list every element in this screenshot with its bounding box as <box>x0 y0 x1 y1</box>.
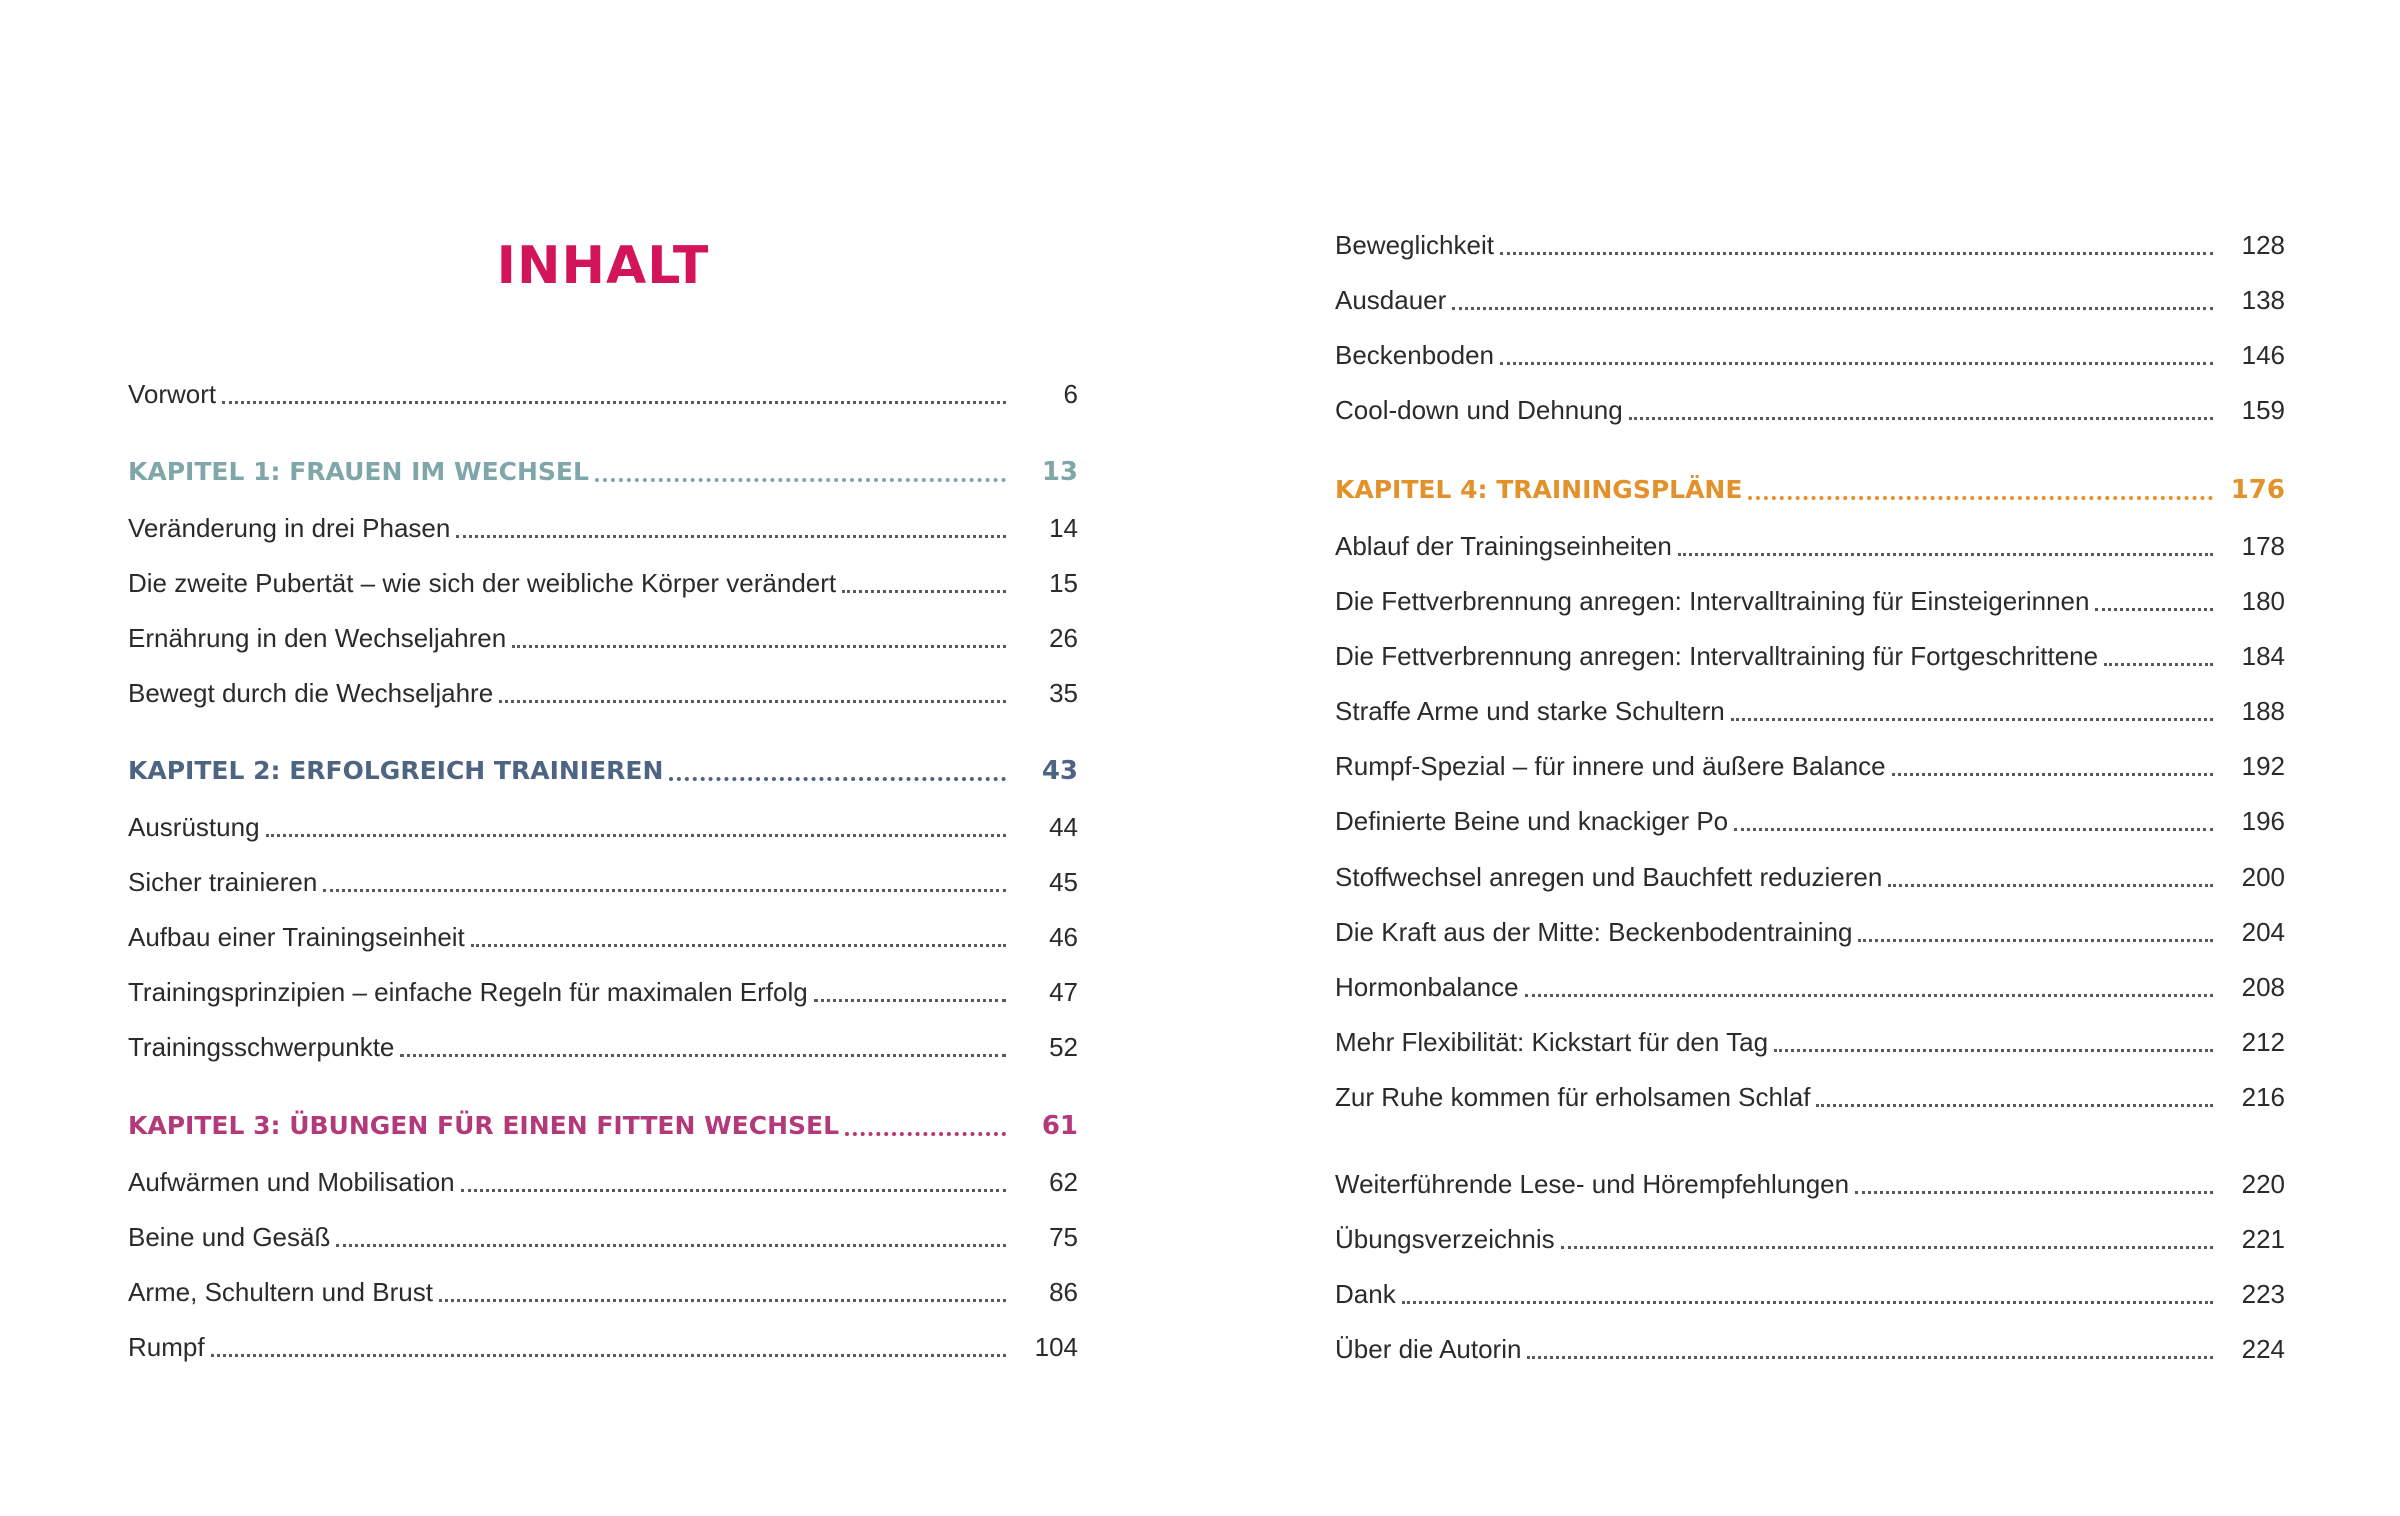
dot-leader <box>1527 1355 2213 1359</box>
toc-entry-title: Rumpf-Spezial – für innere und äußere Balance <box>1335 751 1886 781</box>
toc-entry[interactable] <box>1335 331 2285 371</box>
dot-leader <box>1858 938 2213 942</box>
dot-leader <box>456 534 1006 538</box>
toc-entry-title: Mehr Flexibilität: Kickstart für den Tag <box>1335 1027 1769 1057</box>
toc-page-number: 180 <box>2241 586 2285 616</box>
toc-entry[interactable] <box>128 370 1078 410</box>
toc-entry-title: Weiterführende Lese- und Hörempfehlungen <box>1335 1169 1850 1199</box>
toc-page-number: 35 <box>1049 678 1078 708</box>
toc-page-number: 52 <box>1049 1032 1078 1062</box>
toc-page-number: 221 <box>2241 1224 2285 1254</box>
toc-page-number: 200 <box>2241 862 2285 892</box>
dot-leader <box>471 943 1006 947</box>
dot-leader <box>845 1131 1006 1136</box>
toc-entry-title: Rumpf <box>128 1332 205 1362</box>
toc-chapter-heading[interactable] <box>1335 466 2285 506</box>
toc-entry[interactable] <box>1335 577 2285 617</box>
dot-leader <box>499 699 1006 703</box>
toc-page-number: 14 <box>1049 513 1078 543</box>
dot-leader <box>2104 662 2213 666</box>
dot-leader <box>211 1353 1006 1357</box>
dot-leader <box>1748 495 2213 500</box>
dot-leader <box>1561 1245 2213 1249</box>
toc-page-number: 208 <box>2241 972 2285 1002</box>
toc-entry[interactable] <box>1335 742 2285 782</box>
toc-entry-title: Aufwärmen und Mobilisation <box>128 1167 455 1197</box>
toc-entry-title: Trainingsschwerpunkte <box>128 1032 395 1062</box>
dot-leader <box>1816 1103 2213 1107</box>
toc-entry-title: Die zweite Pubertät – wie sich der weibliche Körper verändert <box>128 568 837 598</box>
page-title: INHALT <box>496 236 710 296</box>
dot-leader <box>1774 1048 2213 1052</box>
toc-entry[interactable] <box>1335 632 2285 672</box>
toc-page-number: 46 <box>1049 922 1078 952</box>
toc-entry[interactable] <box>128 858 1078 898</box>
dot-leader <box>461 1188 1006 1192</box>
toc-page-number: 128 <box>2241 230 2285 260</box>
toc-chapter-heading[interactable] <box>128 747 1078 787</box>
dot-leader <box>814 998 1006 1002</box>
toc-entry[interactable] <box>1335 522 2285 562</box>
toc-entry[interactable] <box>1335 797 2285 837</box>
toc-entry[interactable] <box>128 504 1078 544</box>
dot-leader <box>512 644 1006 648</box>
toc-entry-title: KAPITEL 2: ERFOLGREICH TRAINIEREN <box>128 756 664 785</box>
dot-leader <box>1855 1190 2213 1194</box>
toc-page-number: 138 <box>2241 285 2285 315</box>
toc-page-number: 47 <box>1049 977 1078 1007</box>
toc-page-number: 178 <box>2241 531 2285 561</box>
dot-leader <box>2095 607 2213 611</box>
dot-leader <box>1892 772 2213 776</box>
toc-page-number: 86 <box>1049 1277 1078 1307</box>
toc-entry-title: Zur Ruhe kommen für erholsamen Schlaf <box>1335 1082 1811 1112</box>
toc-entry[interactable] <box>128 803 1078 843</box>
toc-entry[interactable] <box>128 1323 1078 1363</box>
toc-chapter-heading[interactable] <box>128 448 1078 488</box>
dot-leader <box>1452 306 2213 310</box>
toc-entry[interactable] <box>1335 276 2285 316</box>
toc-page-number: 159 <box>2241 395 2285 425</box>
dot-leader <box>1629 416 2213 420</box>
dot-leader <box>439 1298 1006 1302</box>
toc-entry-title: Beine und Gesäß <box>128 1222 331 1252</box>
toc-entry-title: Beweglichkeit <box>1335 230 1494 260</box>
toc-entry-title: Vorwort <box>128 379 217 409</box>
toc-page-number: 204 <box>2241 917 2285 947</box>
toc-page-number: 6 <box>1063 379 1078 409</box>
toc-entry-title: Über die Autorin <box>1335 1334 1522 1364</box>
toc-page-number: 146 <box>2241 340 2285 370</box>
toc-entry-title: Veränderung in drei Phasen <box>128 513 451 543</box>
toc-entry[interactable] <box>1335 1215 2285 1255</box>
toc-entry[interactable] <box>1335 963 2285 1003</box>
toc-page-number: 45 <box>1049 867 1078 897</box>
toc-entry-title: Stoffwechsel anregen und Bauchfett reduzieren <box>1335 862 1883 892</box>
dot-leader <box>323 888 1006 892</box>
dot-leader <box>1734 827 2213 831</box>
toc-entry[interactable] <box>128 559 1078 599</box>
toc-entry-title: Cool-down und Dehnung <box>1335 395 1623 425</box>
toc-entry-title: Übungsverzeichnis <box>1335 1224 1555 1254</box>
toc-page-number: 216 <box>2241 1082 2285 1112</box>
toc-entry[interactable] <box>128 1158 1078 1198</box>
toc-entry[interactable] <box>1335 386 2285 426</box>
toc-entry-title: KAPITEL 4: TRAININGSPLÄNE <box>1335 475 1743 504</box>
dot-leader <box>1525 993 2213 997</box>
toc-entry-title: KAPITEL 3: ÜBUNGEN FÜR EINEN FITTEN WECHSEL <box>128 1111 840 1140</box>
dot-leader <box>669 776 1006 781</box>
toc-page-number: 184 <box>2241 641 2285 671</box>
toc-entry[interactable] <box>1335 1160 2285 1200</box>
toc-entry-title: Sicher trainieren <box>128 867 318 897</box>
dot-leader <box>1402 1300 2213 1304</box>
toc-page-number: 192 <box>2241 751 2285 781</box>
toc-page-number: 188 <box>2241 696 2285 726</box>
toc-entry-title: Hormonbalance <box>1335 972 1519 1002</box>
dot-leader <box>1731 717 2213 721</box>
toc-page-number: 43 <box>1041 756 1078 786</box>
toc-entry[interactable] <box>1335 687 2285 727</box>
toc-entry-title: KAPITEL 1: FRAUEN IM WECHSEL <box>128 457 589 486</box>
toc-entry-title: Bewegt durch die Wechseljahre <box>128 678 494 708</box>
toc-chapter-heading[interactable] <box>128 1102 1078 1142</box>
toc-entry[interactable] <box>1335 1018 2285 1058</box>
dot-leader <box>595 477 1006 482</box>
dot-leader <box>1500 251 2213 255</box>
toc-page-number: 104 <box>1034 1332 1078 1362</box>
toc-entry-title: Straffe Arme und starke Schultern <box>1335 696 1725 726</box>
toc-entry-title: Beckenboden <box>1335 340 1495 370</box>
toc-page-number: 176 <box>2230 475 2285 505</box>
toc-entry[interactable] <box>128 968 1078 1008</box>
toc-page-number: 75 <box>1049 1222 1078 1252</box>
toc-entry-title: Ausrüstung <box>128 812 260 842</box>
toc-entry[interactable] <box>1335 1325 2285 1365</box>
toc-entry-title: Dank <box>1335 1279 1396 1309</box>
dot-leader <box>400 1053 1006 1057</box>
dot-leader <box>842 589 1006 593</box>
toc-entry-title: Ausdauer <box>1335 285 1447 315</box>
toc-page-number: 220 <box>2241 1169 2285 1199</box>
toc-page-number: 44 <box>1049 812 1078 842</box>
dot-leader <box>266 833 1006 837</box>
toc-page-number: 26 <box>1049 623 1078 653</box>
toc-entry[interactable] <box>128 614 1078 654</box>
dot-leader <box>1500 361 2213 365</box>
dot-leader <box>1888 883 2213 887</box>
toc-entry-title: Die Fettverbrennung anregen: Intervalltraining für Einsteigerinnen <box>1335 586 2090 616</box>
toc-entry[interactable] <box>128 1213 1078 1253</box>
toc-page-number: 224 <box>2241 1334 2285 1364</box>
toc-page-number: 196 <box>2241 806 2285 836</box>
toc-page-number: 62 <box>1049 1167 1078 1197</box>
toc-entry-title: Definierte Beine und knackiger Po <box>1335 806 1729 836</box>
toc-entry[interactable] <box>1335 221 2285 261</box>
toc-entry-title: Ablauf der Trainingseinheiten <box>1335 531 1672 561</box>
toc-entry[interactable] <box>128 1023 1078 1063</box>
toc-page-number: 212 <box>2241 1027 2285 1057</box>
toc-entry[interactable] <box>1335 853 2285 893</box>
toc-page-number: 13 <box>1041 457 1078 487</box>
dot-leader <box>336 1243 1006 1247</box>
toc-page-number: 61 <box>1041 1111 1078 1141</box>
toc-entry[interactable] <box>128 669 1078 709</box>
toc-entry-title: Trainingsprinzipien – einfache Regeln für maximalen Erfolg <box>128 977 808 1007</box>
toc-entry-title: Ernährung in den Wechseljahren <box>128 623 507 653</box>
dot-leader <box>1678 552 2213 556</box>
toc-entry-title: Die Fettverbrennung anregen: Intervalltraining für Fortgeschrittene <box>1335 641 2099 671</box>
toc-entry-title: Aufbau einer Trainingseinheit <box>128 922 465 952</box>
toc-page-number: 15 <box>1049 568 1078 598</box>
toc-entry[interactable] <box>128 1268 1078 1308</box>
toc-entry[interactable] <box>1335 1270 2285 1310</box>
toc-entry[interactable] <box>1335 1073 2285 1113</box>
toc-page-number: 223 <box>2241 1279 2285 1309</box>
dot-leader <box>222 400 1006 404</box>
toc-entry[interactable] <box>1335 908 2285 948</box>
toc-entry[interactable] <box>128 913 1078 953</box>
toc-entry-title: Die Kraft aus der Mitte: Beckenbodentraining <box>1335 917 1853 947</box>
toc-entry-title: Arme, Schultern und Brust <box>128 1277 433 1307</box>
